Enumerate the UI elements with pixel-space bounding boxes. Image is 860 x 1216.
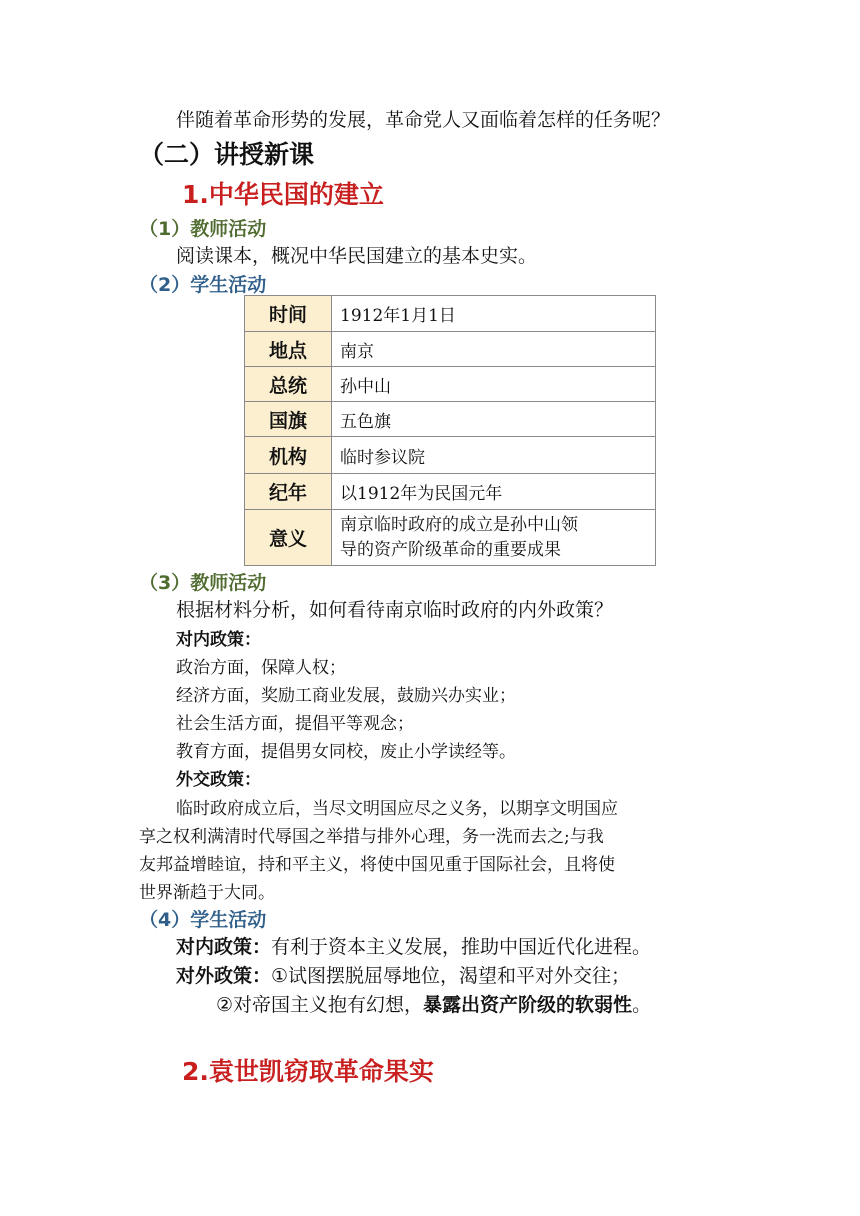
step4-foreign-text2: ②对帝国主义抱有幻想， <box>216 994 424 1016</box>
table-value: 南京 <box>332 332 656 367</box>
step4-foreign-text1: ①试图摆脱屈辱地位，渴望和平对外交往； <box>271 965 631 987</box>
table-key: 时间 <box>245 296 332 332</box>
table-row <box>245 437 656 474</box>
table-key: 纪年 <box>245 474 332 510</box>
table-value: 孙中山 <box>332 367 656 402</box>
foreign-line: 临时政府成立后，当尽文明国应尽之义务，以期享文明国应 <box>176 799 618 819</box>
domestic-item: 政治方面，保障人权； <box>176 658 346 678</box>
table-value <box>332 510 656 566</box>
intro-text: 伴随着革命形势的发展，革命党人又面临着怎样的任务呢？ <box>176 109 671 131</box>
step2-label: （2）学生活动 <box>139 274 267 296</box>
step3-question: 根据材料分析，如何看待南京临时政府的内外政策？ <box>176 599 614 621</box>
step4-domestic-label: 对内政策： <box>176 936 272 958</box>
foreign-line: 友邦益增睦谊，持和平主义，将使中国见重于国际社会，且将使 <box>139 855 615 875</box>
foreign-heading: 外交政策： <box>176 770 261 790</box>
domestic-heading: 对内政策： <box>176 630 261 650</box>
table-row <box>245 510 656 566</box>
table-row <box>245 402 656 437</box>
table-row <box>245 296 656 332</box>
table-key: 意义 <box>245 510 332 566</box>
step4-domestic <box>176 932 651 959</box>
table-row <box>245 474 656 510</box>
topic1-title: 1.中华民国的建立 <box>182 180 384 209</box>
table-key: 国旗 <box>245 402 332 437</box>
step4-foreign <box>176 961 630 988</box>
table-key: 机构 <box>245 437 332 474</box>
founding-facts-table <box>244 295 656 566</box>
table-row <box>245 332 656 367</box>
step1-label: （1）教师活动 <box>139 218 267 240</box>
table-key: 总统 <box>245 367 332 402</box>
step4-foreign-line2 <box>216 990 651 1017</box>
domestic-item: 经济方面，奖励工商业发展，鼓励兴办实业； <box>176 686 516 706</box>
step1-text: 阅读课本，概况中华民国建立的基本史实。 <box>176 245 538 267</box>
section-title: （二）讲授新课 <box>139 140 315 169</box>
table-row <box>245 367 656 402</box>
foreign-line: 享之权利满清时代辱国之举措与排外心理，务一洗而去之;与我 <box>139 827 604 847</box>
topic2-title: 2.袁世凯窃取革命果实 <box>182 1057 434 1086</box>
step4-domestic-text: 有利于资本主义发展，推助中国近代化进程。 <box>271 936 652 958</box>
table-value-line: 导的资产阶级革命的重要成果 <box>340 539 561 560</box>
domestic-item: 社会生活方面，提倡平等观念； <box>176 714 414 734</box>
step3-label: （3）教师活动 <box>139 572 267 594</box>
step4-foreign-label: 对外政策： <box>176 965 272 987</box>
table-value: 临时参议院 <box>332 437 656 474</box>
table-value: 以1912年为民国元年 <box>332 474 656 510</box>
step4-label: （4）学生活动 <box>139 909 267 931</box>
domestic-item: 教育方面，提倡男女同校，废止小学读经等。 <box>176 742 516 762</box>
table-key: 地点 <box>245 332 332 367</box>
step4-foreign-end: 。 <box>632 994 652 1016</box>
step4-foreign-emphasis: 暴露出资产阶级的软弱性 <box>423 994 633 1016</box>
foreign-line: 世界渐趋于大同。 <box>139 883 275 903</box>
table-value: 五色旗 <box>332 402 656 437</box>
table-value: 1912年1月1日 <box>332 296 656 332</box>
table-value-line: 南京临时政府的成立是孙中山领 <box>340 514 578 535</box>
